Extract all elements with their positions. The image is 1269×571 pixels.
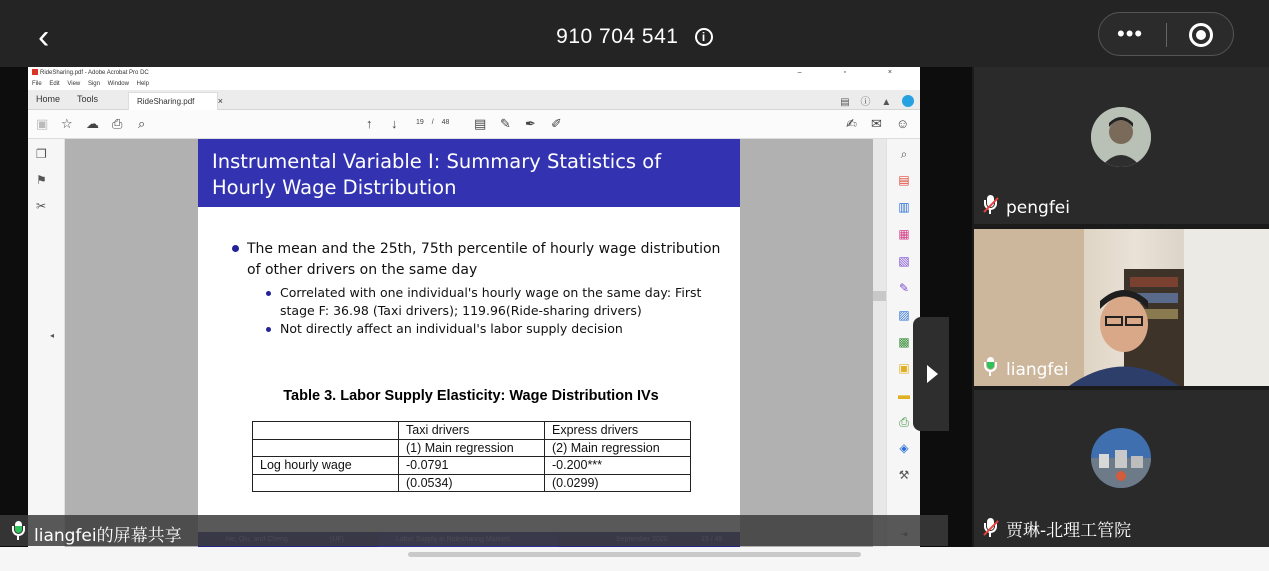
document-canvas	[65, 139, 873, 547]
menu-sign[interactable]: Sign	[87, 81, 100, 87]
participant-name: pengfei	[1006, 198, 1070, 218]
edit-pdf-icon[interactable]: ▧	[898, 254, 910, 268]
avatar-image	[1091, 107, 1151, 167]
account-icon[interactable]	[902, 95, 914, 107]
zoom-search-icon[interactable]: ⌕	[138, 116, 146, 131]
meeting-id-display	[0, 21, 1269, 49]
close-tab-icon[interactable]: ×	[217, 96, 223, 106]
menu-bar	[28, 79, 920, 90]
avatar	[1091, 428, 1151, 488]
draw-icon[interactable]: ✒	[525, 116, 536, 131]
menu-view[interactable]: View	[67, 81, 81, 87]
mic-active-icon	[12, 521, 25, 541]
screen-share-view	[0, 67, 972, 547]
print-production-icon[interactable]: ⎙	[899, 415, 909, 429]
window-controls[interactable]: – ▫ ×	[797, 69, 912, 76]
table-header-cell: (1) Main regression	[399, 439, 545, 457]
slide-title: Instrumental Variable I: Summary Statistics of Hourly Wage Distribution	[198, 139, 740, 207]
page-number-field[interactable]	[416, 119, 449, 126]
table-row	[253, 439, 691, 457]
window-title: RideSharing.pdf - Adobe Acrobat Pro DC	[40, 70, 149, 76]
page-current[interactable]: 19	[416, 119, 424, 126]
bullet-dot	[232, 245, 239, 252]
scan-ocr-icon[interactable]: ▩	[898, 335, 910, 349]
sub-bullet-dot	[266, 327, 271, 332]
help-icon[interactable]: ⓘ	[860, 97, 871, 108]
table-row	[253, 457, 691, 475]
scrollbar-thumb[interactable]	[873, 291, 886, 301]
slide-page	[198, 139, 740, 547]
table-cell: -0.200***	[545, 457, 691, 475]
avatar	[1091, 107, 1151, 167]
create-pdf-icon[interactable]: ▤	[898, 173, 910, 187]
page-total: / 48	[431, 119, 450, 126]
notification-bell-icon[interactable]: ▲	[881, 97, 892, 108]
sign-icon[interactable]: ✐	[551, 116, 562, 131]
combine-files-icon[interactable]: ▣	[898, 361, 910, 375]
meeting-id: 910 704 541	[556, 25, 679, 48]
comment-tool-icon[interactable]: ▬	[898, 388, 910, 402]
participant-name: 贾琳-北理工管院	[1006, 521, 1132, 541]
screen-share-label-bar	[0, 515, 948, 546]
more-tools-icon[interactable]: ⚒	[898, 468, 910, 482]
meeting-controls-pill	[1098, 12, 1234, 56]
table-row-label: Log hourly wage	[253, 457, 399, 475]
sub-bullet-labor-supply: Not directly affect an individual's labor supply decision	[280, 321, 623, 336]
participant-tile-liangfei[interactable]	[974, 229, 1269, 386]
sub-bullet-first-stage: Correlated with one individual's hourly wage on the same day: First stage F: 36.98 (Taxi drivers); 119.96(Ride-sharing drivers)	[280, 285, 702, 318]
next-page-handle[interactable]	[913, 317, 949, 431]
table-cell: -0.0791	[399, 457, 545, 475]
tabs-bar	[28, 90, 920, 110]
mic-muted-icon	[984, 518, 997, 538]
table-cell	[253, 474, 399, 492]
menu-edit[interactable]: Edit	[49, 81, 60, 87]
tab-document-label: RideSharing.pdf	[137, 97, 195, 106]
highlight-pen-icon[interactable]: ✎	[500, 116, 511, 131]
upload-cloud-icon[interactable]: ☁	[86, 116, 99, 131]
fill-sign-tool-icon[interactable]: ✎	[898, 281, 910, 295]
bookmarks-icon[interactable]: ⚑	[36, 173, 47, 187]
table-header-cell: Express drivers	[545, 422, 691, 440]
comment-icon[interactable]: ▤	[840, 97, 850, 108]
page-thumbnails-icon[interactable]: ❐	[36, 147, 47, 161]
table-row	[253, 422, 691, 440]
more-options-icon[interactable]: •••	[1117, 21, 1144, 46]
table-cell: (0.0299)	[545, 474, 691, 492]
bottom-home-area	[0, 547, 1269, 571]
print-icon[interactable]: ⎙	[112, 116, 123, 131]
protect-shield-icon[interactable]: ◈	[899, 441, 909, 455]
table-title: Table 3. Labor Supply Elasticity: Wage Distribution IVs	[283, 388, 659, 404]
fill-sign-icon[interactable]: ✍	[846, 116, 857, 131]
page-down-icon[interactable]: ↓	[391, 116, 398, 131]
email-icon[interactable]: ✉	[871, 116, 882, 131]
add-comment-icon[interactable]: ▤	[474, 116, 487, 131]
table-cell	[253, 422, 399, 440]
organize-pages-icon[interactable]: ▦	[898, 227, 910, 241]
send-for-review-icon[interactable]: ▨	[898, 308, 910, 322]
tab-home[interactable]: Home	[36, 94, 61, 104]
acrobat-toolbar	[28, 110, 920, 139]
export-pdf-icon[interactable]: ▥	[898, 200, 910, 214]
save-icon[interactable]: ▣	[36, 116, 49, 131]
participant-tile-jialin[interactable]	[974, 390, 1269, 547]
home-indicator-bar[interactable]	[408, 552, 861, 557]
left-navigation-rail	[28, 139, 65, 547]
pill-divider	[1166, 23, 1167, 47]
zoom-icon[interactable]: ⌕	[900, 147, 908, 161]
table-header-cell: (2) Main regression	[545, 439, 691, 457]
tab-tools[interactable]: Tools	[77, 94, 99, 104]
pdf-app-icon	[32, 69, 38, 75]
bookmark-star-icon[interactable]: ☆	[61, 116, 73, 131]
mic-active-icon	[984, 357, 997, 377]
table-cell	[253, 439, 399, 457]
menu-help[interactable]: Help	[136, 81, 149, 87]
info-icon[interactable]: i	[695, 28, 713, 46]
table-row	[253, 474, 691, 492]
share-user-icon[interactable]: ☺	[896, 116, 910, 131]
tab-document[interactable]	[128, 92, 223, 110]
page-up-icon[interactable]: ↑	[366, 116, 373, 131]
play-arrow-icon	[927, 365, 938, 383]
table-header-cell: Taxi drivers	[399, 422, 545, 440]
menu-window[interactable]: Window	[107, 81, 129, 87]
acrobat-window	[28, 67, 920, 547]
participant-tile-pengfei[interactable]	[974, 67, 1269, 224]
sub-bullet-dot	[266, 291, 271, 296]
table-cell: (0.0534)	[399, 474, 545, 492]
collapse-left-icon[interactable]: ◂	[50, 331, 55, 340]
window-titlebar	[28, 67, 920, 79]
bullet-main: The mean and the 25th, 75th percentile of hourly wage distribution of other drivers on the same day	[247, 241, 721, 278]
tab-right-icons	[840, 93, 914, 108]
vertical-scrollbar[interactable]	[873, 139, 886, 547]
menu-file[interactable]: File	[32, 81, 42, 87]
avatar-image	[1091, 428, 1151, 488]
meeting-top-bar	[0, 0, 1269, 67]
regression-table	[252, 421, 691, 492]
attachments-icon[interactable]: ✂	[36, 199, 47, 213]
mic-muted-icon	[984, 195, 997, 215]
participant-name: liangfei	[1006, 360, 1069, 380]
back-chevron-icon[interactable]: ‹	[38, 18, 50, 56]
minimize-record-icon[interactable]	[1189, 23, 1213, 47]
screen-share-label: liangfei的屏幕共享	[34, 526, 182, 546]
